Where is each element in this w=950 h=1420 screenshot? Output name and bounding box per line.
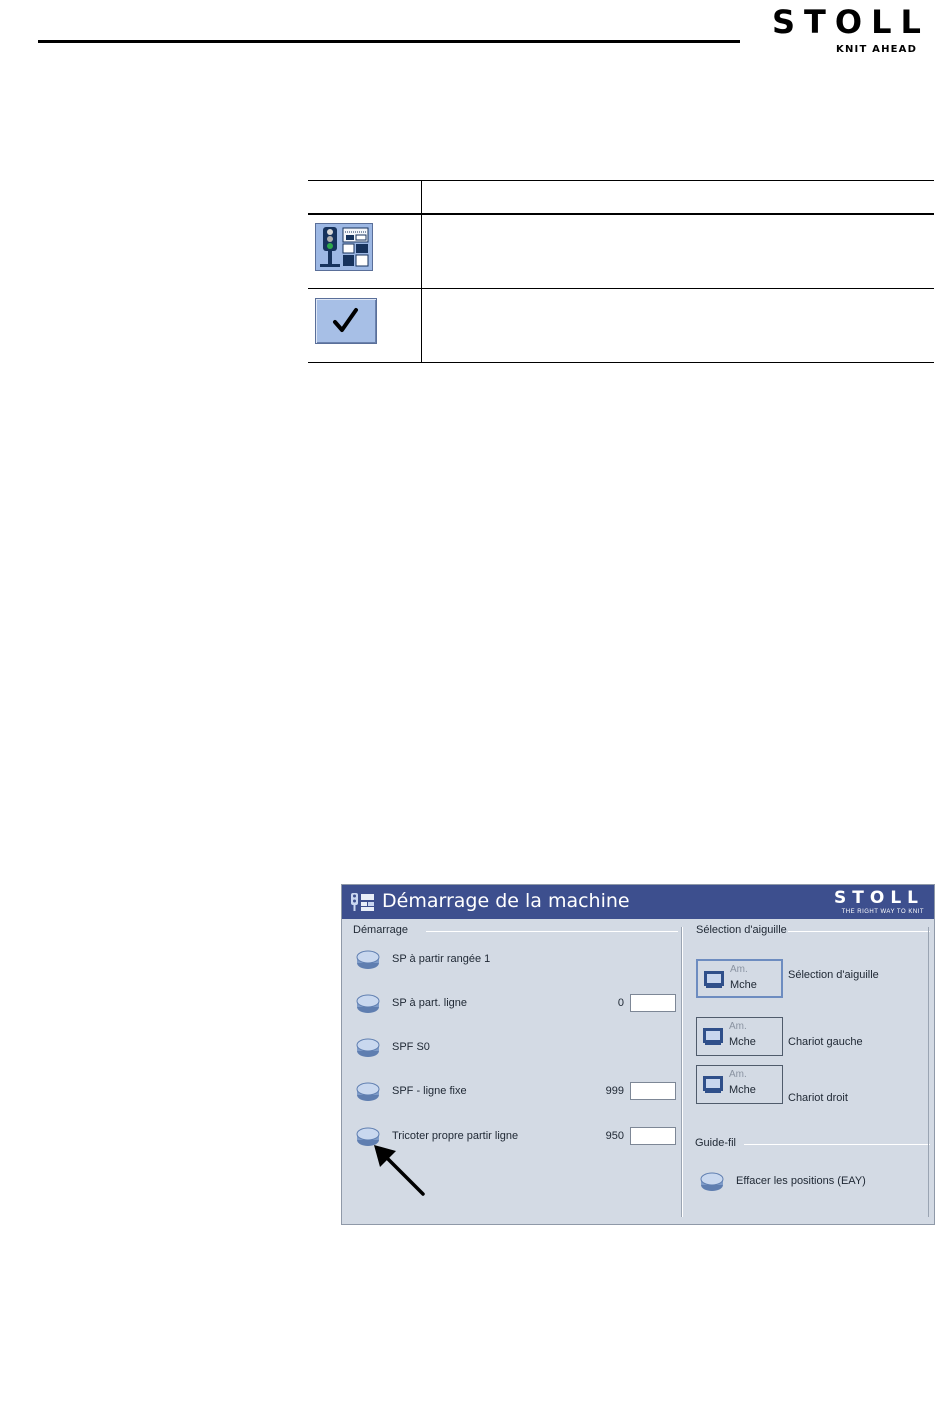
clear-positions-label: Effacer les positions (EAY) xyxy=(736,1175,866,1187)
dialog-body xyxy=(342,919,934,1224)
start-option-label: SPF S0 xyxy=(392,1041,430,1053)
brand-tagline: KNIT AHEAD xyxy=(836,44,918,55)
pointer-arrow-icon xyxy=(370,1137,428,1199)
start-option-label: SPF - ligne fixe xyxy=(392,1085,467,1097)
start-option[interactable] xyxy=(356,1081,676,1105)
divider xyxy=(788,931,930,932)
start-option-value: 999 xyxy=(605,1085,624,1097)
line-number-input[interactable] xyxy=(630,1082,676,1100)
header-rule xyxy=(38,40,740,43)
machine-toggle-mche: Mche xyxy=(730,979,757,991)
divider xyxy=(682,927,683,1217)
machine-toggle-mche: Mche xyxy=(729,1036,756,1048)
left-carriage-button[interactable] xyxy=(696,1017,783,1056)
machine-toggle-am: Am. xyxy=(729,1069,747,1080)
start-option-label: SP à part. ligne xyxy=(392,997,468,1009)
start-option[interactable] xyxy=(356,949,676,973)
start-option-label: Tricoter propre partir ligne xyxy=(392,1130,519,1142)
start-option[interactable] xyxy=(356,1037,676,1061)
brand-name: STOLL xyxy=(772,3,930,41)
clear-positions-option[interactable] xyxy=(700,1171,920,1195)
yarn-guide-group-label: Guide-fil xyxy=(695,1137,736,1149)
machine-button-icon xyxy=(702,1025,724,1047)
dialog-titlebar xyxy=(342,885,934,919)
icon-table xyxy=(308,180,934,363)
machine-start-icon xyxy=(350,892,376,917)
needle-selection-label: Sélection d'aiguille xyxy=(788,969,879,981)
icon-table-header xyxy=(308,180,934,215)
start-option[interactable] xyxy=(356,993,676,1017)
left-carriage-label: Chariot gauche xyxy=(788,1036,863,1048)
machine-start-dialog xyxy=(341,884,935,1225)
radio-disk-icon[interactable] xyxy=(356,949,380,971)
icon-table-row xyxy=(308,215,934,289)
traffic-light-machine-start-icon[interactable] xyxy=(315,223,373,271)
dialog-logo xyxy=(834,889,924,915)
dialog-title: Démarrage de la machine xyxy=(382,890,630,912)
start-group-label: Démarrage xyxy=(353,924,409,936)
machine-toggle-mche: Mche xyxy=(729,1084,756,1096)
icon-table-row xyxy=(308,289,934,363)
divider xyxy=(928,927,929,1217)
radio-disk-icon[interactable] xyxy=(356,1037,380,1059)
machine-toggle-am: Am. xyxy=(730,964,748,975)
right-carriage-button[interactable] xyxy=(696,1065,783,1104)
brand-logo xyxy=(772,3,937,55)
line-number-input[interactable] xyxy=(630,1127,676,1145)
needle-selection-button[interactable] xyxy=(696,959,783,998)
start-option-value: 950 xyxy=(605,1130,624,1142)
radio-disk-icon[interactable] xyxy=(356,1081,380,1103)
start-option-value: 0 xyxy=(617,997,624,1009)
line-number-input[interactable] xyxy=(630,994,676,1012)
right-carriage-label: Chariot droit xyxy=(788,1092,848,1104)
needle-group-label: Sélection d'aiguille xyxy=(696,924,787,936)
start-option-label: SP à partir rangée 1 xyxy=(392,953,491,965)
divider xyxy=(426,931,678,932)
machine-button-icon xyxy=(703,968,725,990)
divider xyxy=(744,1144,930,1145)
dialog-logo-tagline: THE RIGHT WAY TO KNIT xyxy=(841,909,924,915)
radio-disk-icon[interactable] xyxy=(356,993,380,1015)
machine-button-icon xyxy=(702,1073,724,1095)
dialog-logo-name: STOLL xyxy=(834,888,924,908)
checkmark-icon[interactable] xyxy=(315,298,377,344)
machine-toggle-am: Am. xyxy=(729,1021,747,1032)
radio-disk-icon[interactable] xyxy=(700,1171,724,1193)
